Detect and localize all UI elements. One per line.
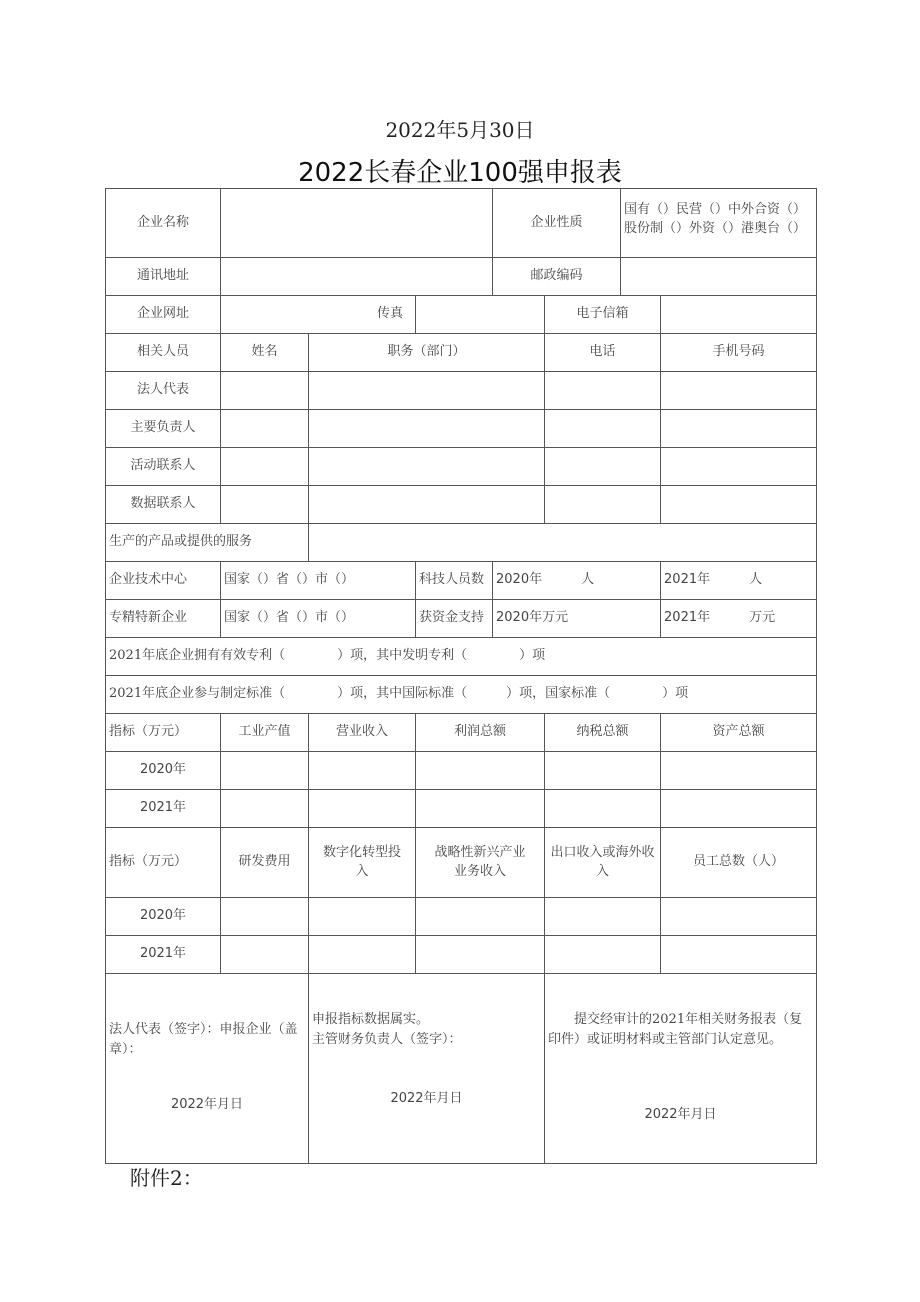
year-label: 2021年 — [106, 790, 221, 828]
finance-statement: 申报指标数据属实。 — [312, 1012, 430, 1027]
email-field[interactable] — [661, 296, 817, 334]
value-cell[interactable] — [309, 790, 416, 828]
indicator-header: 营业收入 — [309, 714, 416, 752]
value-cell[interactable] — [545, 752, 661, 790]
mobile-field[interactable] — [661, 410, 817, 448]
value-cell[interactable] — [309, 752, 416, 790]
value-cell[interactable] — [661, 790, 817, 828]
indicator-header: 纳税总额 — [545, 714, 661, 752]
indicator-header: 资产总额 — [661, 714, 817, 752]
application-form-table — [105, 188, 817, 1164]
address-field[interactable] — [221, 258, 493, 296]
value-cell[interactable] — [545, 936, 661, 974]
name-field[interactable] — [221, 372, 309, 410]
personnel-row-label: 数据联系人 — [106, 486, 221, 524]
company-nature-label: 企业性质 — [493, 189, 621, 258]
name-field[interactable] — [221, 410, 309, 448]
table-row — [106, 936, 817, 974]
personnel-header-position: 职务（部门） — [309, 334, 545, 372]
personnel-header-phone: 电话 — [545, 334, 661, 372]
report-date: 2022年5月30日 — [385, 118, 535, 142]
company-name-field[interactable] — [221, 189, 493, 258]
address-label: 通讯地址 — [106, 258, 221, 296]
documents-date: 2022年月日 — [644, 1107, 717, 1122]
funding-label: 获资金支持 — [416, 600, 493, 638]
mobile-field[interactable] — [661, 448, 817, 486]
phone-field[interactable] — [545, 372, 661, 410]
personnel-row-label: 法人代表 — [106, 372, 221, 410]
table-row — [106, 898, 817, 936]
table-row — [106, 410, 817, 448]
tech-staff-2021[interactable]: 2021年 人 — [661, 562, 817, 600]
personnel-header-role: 相关人员 — [106, 334, 221, 372]
year-label: 2020年 — [106, 752, 221, 790]
value-cell[interactable] — [661, 898, 817, 936]
phone-field[interactable] — [545, 448, 661, 486]
company-name-label: 企业名称 — [106, 189, 221, 258]
tech-staff-2020[interactable]: 2020年 人 — [493, 562, 661, 600]
funding-2020[interactable]: 2020年万元 — [493, 600, 661, 638]
indicator-header: 利润总额 — [416, 714, 545, 752]
name-field[interactable] — [221, 486, 309, 524]
legal-signature-text: 法人代表（签字）：申报企业（盖章）： — [109, 1022, 298, 1057]
indicator-header: 数字化转型投入 — [309, 828, 416, 898]
value-cell[interactable] — [416, 898, 545, 936]
funding-2021[interactable]: 2021年 万元 — [661, 600, 817, 638]
indicator-header: 指标（万元） — [106, 828, 221, 898]
products-field[interactable] — [309, 524, 817, 562]
value-cell[interactable] — [416, 752, 545, 790]
value-cell[interactable] — [416, 936, 545, 974]
legal-signature-cell[interactable] — [106, 974, 309, 1164]
personnel-header-name: 姓名 — [221, 334, 309, 372]
phone-field[interactable] — [545, 410, 661, 448]
form-title: 2022长春企业100强申报表 — [298, 158, 622, 188]
position-field[interactable] — [309, 372, 545, 410]
special-enterprise-label: 专精特新企业 — [106, 600, 221, 638]
products-label: 生产的产品或提供的服务 — [106, 524, 309, 562]
special-enterprise-options[interactable]: 国家（）省（）市（） — [221, 600, 416, 638]
website-field[interactable] — [221, 296, 416, 334]
value-cell[interactable] — [661, 936, 817, 974]
table-row — [106, 752, 817, 790]
value-cell[interactable] — [221, 752, 309, 790]
indicator-header: 战略性新兴产业业务收入 — [416, 828, 545, 898]
postcode-field[interactable] — [621, 258, 817, 296]
indicator-header: 研发费用 — [221, 828, 309, 898]
position-field[interactable] — [309, 448, 545, 486]
personnel-row-label: 主要负责人 — [106, 410, 221, 448]
documents-cell[interactable] — [545, 974, 817, 1164]
value-cell[interactable] — [221, 936, 309, 974]
indicator-header: 出口收入或海外收入 — [545, 828, 661, 898]
table-row — [106, 448, 817, 486]
personnel-row-label: 活动联系人 — [106, 448, 221, 486]
email-label: 电子信箱 — [545, 296, 661, 334]
value-cell[interactable] — [545, 898, 661, 936]
value-cell[interactable] — [221, 898, 309, 936]
indicator-header: 指标（万元） — [106, 714, 221, 752]
value-cell[interactable] — [309, 936, 416, 974]
name-field[interactable] — [221, 448, 309, 486]
tech-center-options[interactable]: 国家（）省（）市（） — [221, 562, 416, 600]
table-row — [106, 486, 817, 524]
year-label: 2020年 — [106, 898, 221, 936]
personnel-header-mobile: 手机号码 — [661, 334, 817, 372]
finance-signature-text: 主管财务负责人（签字）： — [312, 1032, 462, 1047]
finance-signature-cell[interactable] — [309, 974, 545, 1164]
value-cell[interactable] — [309, 898, 416, 936]
tech-staff-label: 科技人员数 — [416, 562, 493, 600]
attachment-label: 附件2： — [130, 1166, 203, 1190]
tech-center-label: 企业技术中心 — [106, 562, 221, 600]
table-row — [106, 372, 817, 410]
finance-signature-date: 2022年月日 — [390, 1091, 463, 1106]
postcode-label: 邮政编码 — [493, 258, 621, 296]
value-cell[interactable] — [221, 790, 309, 828]
standards-line[interactable]: 2021年底企业参与制定标准（ ）项，其中国际标准（ ）项，国家标准（ ）项 — [106, 676, 817, 714]
mobile-field[interactable] — [661, 486, 817, 524]
table-row — [106, 790, 817, 828]
mobile-field[interactable] — [661, 372, 817, 410]
indicator-header: 员工总数（人） — [661, 828, 817, 898]
patents-line[interactable]: 2021年底企业拥有有效专利（ ）项，其中发明专利（ ）项 — [106, 638, 817, 676]
fax-label: 传真 — [376, 306, 403, 322]
position-field[interactable] — [309, 486, 545, 524]
value-cell[interactable] — [416, 790, 545, 828]
position-field[interactable] — [309, 410, 545, 448]
website-label: 企业网址 — [106, 296, 221, 334]
value-cell[interactable] — [661, 752, 817, 790]
year-label: 2021年 — [106, 936, 221, 974]
value-cell[interactable] — [545, 790, 661, 828]
fax-field[interactable] — [416, 296, 545, 334]
phone-field[interactable] — [545, 486, 661, 524]
indicator-header: 工业产值 — [221, 714, 309, 752]
company-nature-options[interactable]: 国有（）民营（）中外合资（）股份制（）外资（）港奥台（） — [621, 189, 817, 258]
documents-text: 提交经审计的2021年相关财务报表（复印件）或证明材料或主管部门认定意见。 — [548, 1012, 803, 1047]
legal-signature-date: 2022年月日 — [170, 1097, 244, 1112]
